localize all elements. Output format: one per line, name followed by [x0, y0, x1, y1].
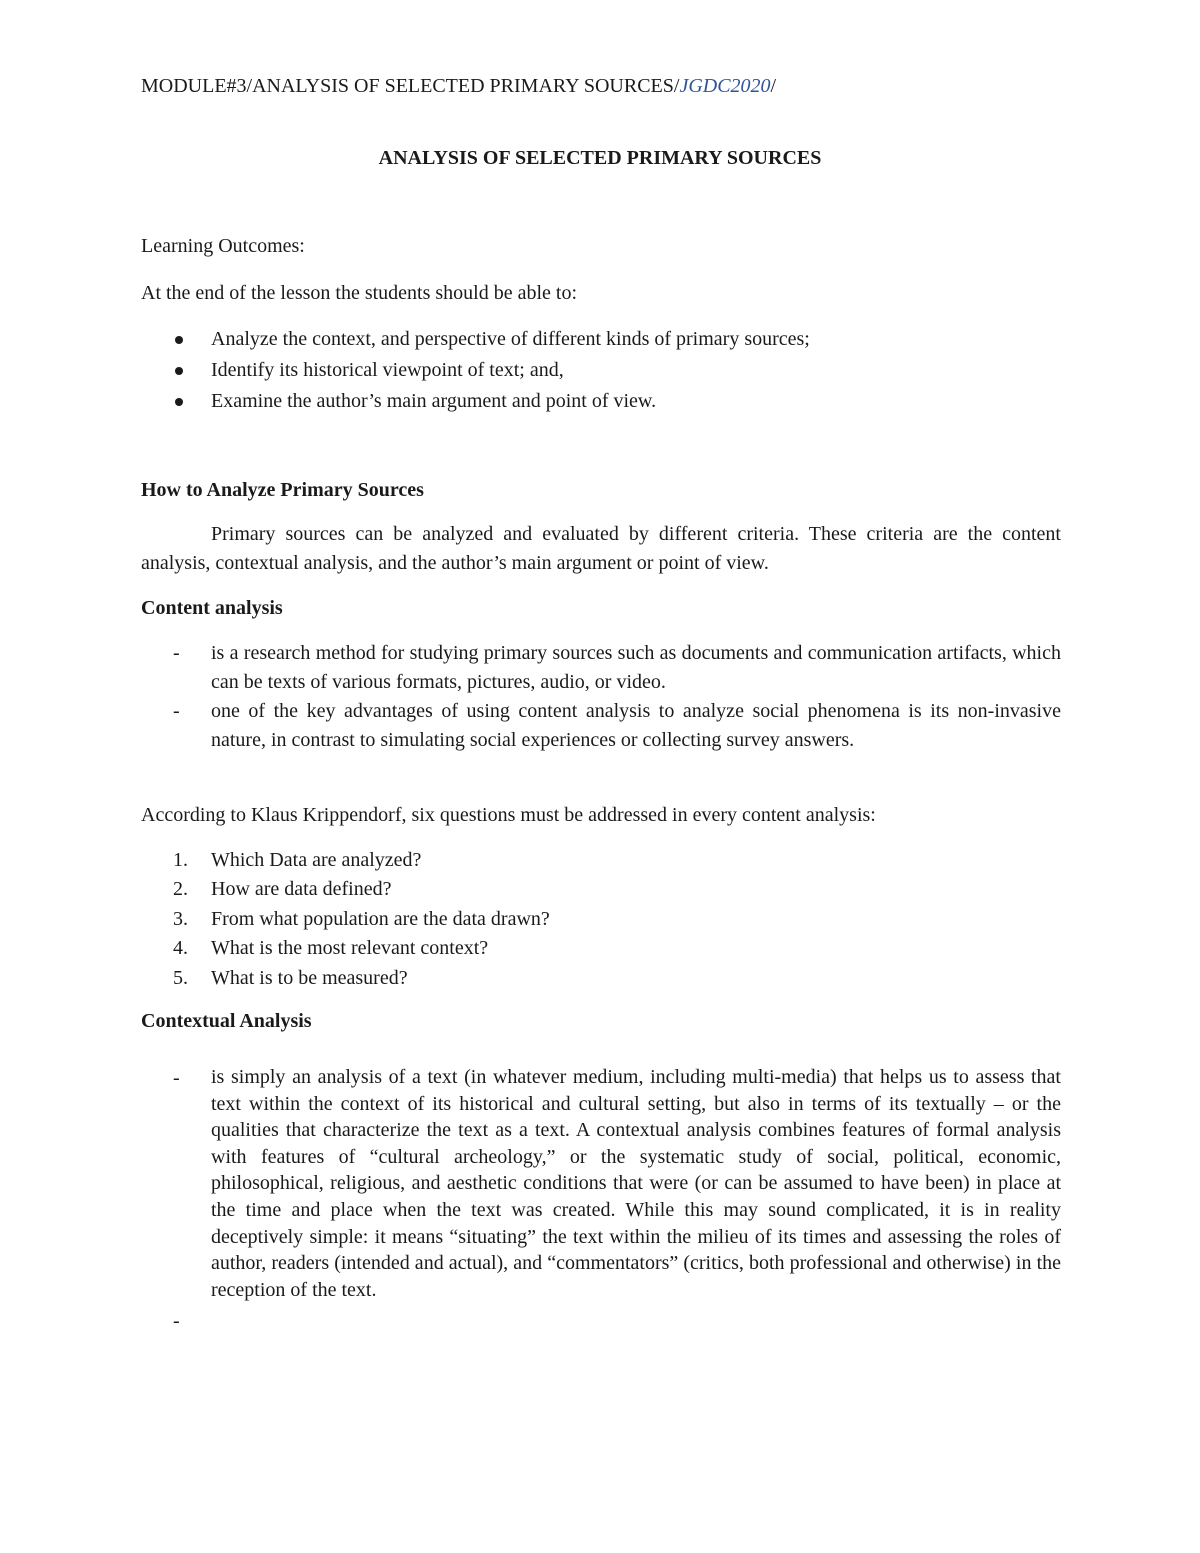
krippendorf-questions	[141, 846, 1041, 993]
list-item-text: Examine the author’s main argument and point of view.	[211, 390, 657, 412]
list-number: 3.	[173, 907, 188, 930]
list-item-text: one of the key advantages of using content analysis to analyze social phenomena is its non-invasive nature, in contrast to simulating social experiences or collecting survey answers.	[211, 700, 1061, 751]
list-item	[141, 387, 1041, 418]
list-item	[141, 639, 1061, 697]
list-item	[141, 905, 1041, 934]
list-item	[141, 846, 1041, 875]
list-item-text: Analyze the context, and perspective of different kinds of primary sources;	[211, 328, 810, 350]
learning-intro: At the end of the lesson the students should be able to:	[141, 282, 578, 304]
content-analysis-points	[141, 639, 1061, 755]
list-item	[141, 325, 1041, 356]
contextual-analysis-points	[141, 1064, 1061, 1336]
list-item-text	[211, 1307, 1061, 1335]
header-suffix: /	[770, 75, 777, 97]
list-item	[141, 1064, 1061, 1303]
learning-outcomes-label: Learning Outcomes:	[141, 235, 305, 257]
list-number: 4.	[173, 937, 188, 960]
list-item-text: What is the most relevant context?	[211, 937, 489, 960]
contextual-analysis-heading: Contextual Analysis	[141, 1010, 312, 1032]
list-item-text: What is to be measured?	[211, 966, 408, 989]
list-item	[141, 934, 1041, 963]
list-item-text: is simply an analysis of a text (in whatever medium, including multi-media) that helps us to assess that text within the context of its historical and cultural setting, but also in terms of its textually – or the qualities that characterize the text as a text. A contextual analysis combines features of formal analysis with features of “cultural archeology,” or the systematic study of social, political, economic, philosophical, religious, and aesthetic conditions that were (or can be assumed to have been) in place at the time and place when the text was created. While this may sound complicated, it is in reality deceptively simple: it means “situating” the text within the milieu of its times and assessing the roles of author, readers (intended and actual), and “commentators” (critics, both professional and otherwise) in the reception of the text.	[211, 1066, 1061, 1301]
header-prefix: MODULE#3/ANALYSIS OF SELECTED PRIMARY SOURCES/	[141, 75, 680, 97]
list-number: 5.	[173, 966, 188, 989]
dash-marker: -	[173, 1310, 180, 1333]
list-item	[141, 356, 1041, 387]
list-item-text: Which Data are analyzed?	[211, 849, 422, 871]
bullet-icon	[175, 336, 183, 344]
list-number: 2.	[173, 878, 188, 901]
header-accent: JGDC2020	[679, 75, 771, 97]
dash-marker: -	[173, 642, 180, 664]
dash-marker: -	[173, 1067, 180, 1089]
dash-marker: -	[173, 700, 180, 722]
how-to-paragraph	[141, 520, 1061, 578]
page-header	[141, 72, 776, 100]
bullet-icon	[175, 398, 183, 406]
list-item	[141, 875, 1041, 904]
list-item-text: is a research method for studying primary sources such as documents and communication artifacts, which can be texts of various formats, pictures, audio, or video.	[211, 642, 1061, 693]
krippendorf-intro: According to Klaus Krippendorf, six questions must be addressed in every content analysis:	[141, 804, 876, 826]
content-analysis-heading: Content analysis	[141, 597, 283, 619]
list-item	[141, 697, 1061, 755]
list-item-text: Identify its historical viewpoint of text; and,	[211, 359, 564, 381]
page-title: ANALYSIS OF SELECTED PRIMARY SOURCES	[378, 147, 822, 169]
how-to-heading: How to Analyze Primary Sources	[141, 479, 424, 501]
list-item	[141, 964, 1041, 993]
list-item-text: How are data defined?	[211, 878, 392, 901]
list-item	[141, 1307, 1061, 1335]
learning-outcomes-list	[141, 325, 1041, 418]
bullet-icon	[175, 367, 183, 375]
list-number: 1.	[173, 849, 188, 871]
list-item-text: From what population are the data drawn?	[211, 907, 550, 930]
how-to-paragraph-text: Primary sources can be analyzed and evaluated by different criteria. These criteria are the content analysis, contextual analysis, and the author’s main argument or point of view.	[141, 523, 1061, 574]
